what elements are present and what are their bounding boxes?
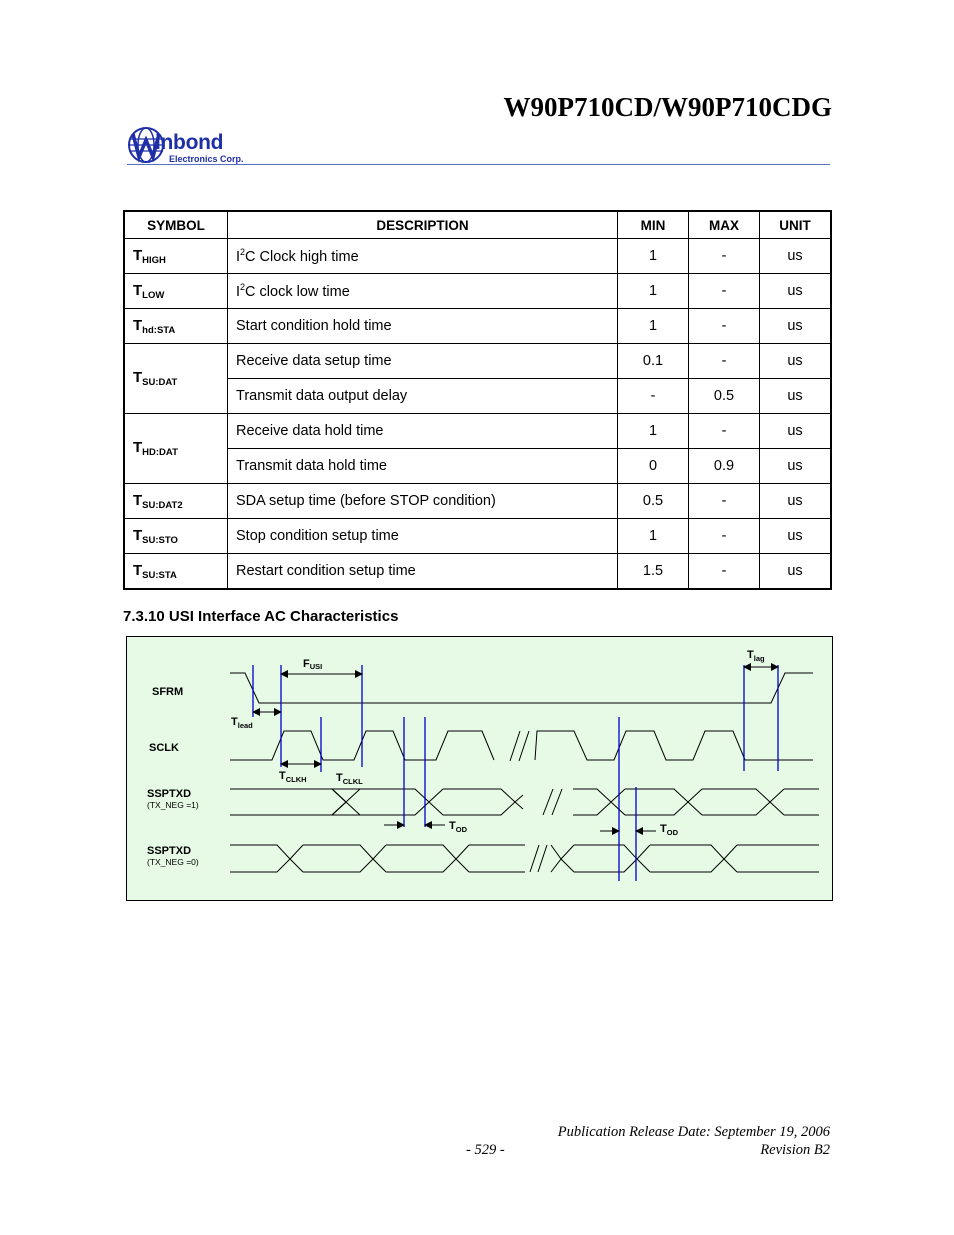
tclkl-label: $T_{CLKL}$ <box>336 772 363 786</box>
min-cell: 1 <box>618 414 689 449</box>
ssptxd1-break-mark <box>552 789 562 815</box>
winbond-logo <box>127 126 257 166</box>
description-cell: Transmit data output delay <box>228 379 618 414</box>
section-heading: 7.3.10 USI Interface AC Characteristics <box>123 608 399 625</box>
max-cell: - <box>689 274 760 309</box>
table-row <box>124 449 831 484</box>
description-cell: $I^2C$ Clock high time <box>228 239 618 274</box>
signal-note-txneg-0: (TX_NEG =0) <box>147 857 199 867</box>
ssptxd0-waveform <box>230 845 525 872</box>
min-cell: 1 <box>618 309 689 344</box>
sclk-break-mark <box>510 731 520 761</box>
symbol-cell: $T_{HIGH}$ <box>124 239 228 274</box>
tod-label-1: $T_{OD}$ <box>449 820 467 834</box>
table-row <box>124 519 831 554</box>
header-divider <box>127 164 830 165</box>
min-cell: 1 <box>618 274 689 309</box>
max-cell: - <box>689 519 760 554</box>
tlead-label: $T_{lead}$ <box>231 716 253 730</box>
table-row <box>124 239 831 274</box>
signal-label-ssptxd-0: SSPTXD <box>147 845 192 857</box>
header-min: MIN <box>618 211 689 239</box>
symbol-cell: $T_{HD:DAT}$ <box>124 414 228 484</box>
ssptxd1-waveform <box>573 789 819 815</box>
sfrm-waveform <box>230 673 813 703</box>
min-cell: 0.1 <box>618 344 689 379</box>
ssptxd0-break-mark <box>530 845 539 872</box>
sclk-waveform <box>535 731 813 760</box>
ssptxd1-waveform <box>332 789 346 815</box>
symbol-cell: $T_{SU:DAT}$ <box>124 344 228 414</box>
ssptxd1-break-mark <box>543 789 553 815</box>
description-cell: Start condition hold time <box>228 309 618 344</box>
max-cell: - <box>689 239 760 274</box>
unit-cell: us <box>760 519 832 554</box>
table-header-row <box>124 211 831 239</box>
signal-note-txneg-1: (TX_NEG =1) <box>147 800 199 810</box>
ssptxd1-waveform <box>230 789 346 815</box>
timing-arrows <box>253 667 778 831</box>
max-cell: - <box>689 554 760 590</box>
max-cell: - <box>689 414 760 449</box>
sclk-break-mark <box>519 731 529 761</box>
signal-label-sclk: SCLK <box>149 742 179 754</box>
signal-label-ssptxd-1: SSPTXD <box>147 788 192 800</box>
table-row <box>124 309 831 344</box>
min-cell: 0.5 <box>618 484 689 519</box>
tlag-label: $T_{lag}$ <box>747 649 765 663</box>
description-cell: Receive data hold time <box>228 414 618 449</box>
description-cell: Transmit data hold time <box>228 449 618 484</box>
min-cell: 1 <box>618 239 689 274</box>
ssptxd0-waveform <box>551 845 819 872</box>
description-cell: Receive data setup time <box>228 344 618 379</box>
min-cell: - <box>618 379 689 414</box>
ssptxd0-break-mark <box>538 845 547 872</box>
description-cell: Restart condition setup time <box>228 554 618 590</box>
unit-cell: us <box>760 554 832 590</box>
ssptxd1-waveform <box>332 789 360 815</box>
max-cell: - <box>689 309 760 344</box>
header-symbol: SYMBOL <box>124 211 228 239</box>
timing-spec-table <box>123 210 832 590</box>
table-row <box>124 344 831 379</box>
min-cell: 0 <box>618 449 689 484</box>
logo-wordmark: inbond <box>155 131 224 154</box>
symbol-cell: $T_{LOW}$ <box>124 274 228 309</box>
fusi-label: FUSI <box>303 658 323 671</box>
symbol-cell: $T_{SU:STA}$ <box>124 554 228 590</box>
tclkh-label: $T_{CLKH}$ <box>279 770 307 784</box>
footer-page-number: - 529 - <box>466 1142 505 1158</box>
table-row <box>124 414 831 449</box>
max-cell: 0.5 <box>689 379 760 414</box>
timing-marker-lines <box>253 665 778 881</box>
header-max: MAX <box>689 211 760 239</box>
document-title: W90P710CD/W90P710CDG <box>503 92 832 122</box>
description-cell: SDA setup time (before STOP condition) <box>228 484 618 519</box>
max-cell: - <box>689 344 760 379</box>
table-row <box>124 379 831 414</box>
max-cell: 0.9 <box>689 449 760 484</box>
header-description: DESCRIPTION <box>228 211 618 239</box>
max-cell: - <box>689 484 760 519</box>
footer-release-date: Publication Release Date: September 19, 2006 <box>557 1124 830 1140</box>
unit-cell: us <box>760 344 832 379</box>
unit-cell: us <box>760 274 832 309</box>
unit-cell: us <box>760 239 832 274</box>
table-row <box>124 484 831 519</box>
table-row <box>124 274 831 309</box>
timing-waveforms <box>127 637 832 900</box>
symbol-cell: $T_{SU:STO}$ <box>124 519 228 554</box>
table-row <box>124 554 831 590</box>
symbol-cell: $T_{hd:STA}$ <box>124 309 228 344</box>
usi-timing-diagram <box>126 636 833 901</box>
description-cell: $I^2C$ clock low time <box>228 274 618 309</box>
unit-cell: us <box>760 309 832 344</box>
header-unit: UNIT <box>760 211 832 239</box>
unit-cell: us <box>760 379 832 414</box>
tod-label-2: $T_{OD}$ <box>660 823 678 837</box>
unit-cell: us <box>760 449 832 484</box>
symbol-cell: $T_{SU:DAT2}$ <box>124 484 228 519</box>
description-cell: Stop condition setup time <box>228 519 618 554</box>
min-cell: 1.5 <box>618 554 689 590</box>
unit-cell: us <box>760 414 832 449</box>
unit-cell: us <box>760 484 832 519</box>
ssptxd1-waveform <box>346 789 523 815</box>
logo-subtitle: Electronics Corp. <box>169 154 244 164</box>
min-cell: 1 <box>618 519 689 554</box>
footer-revision: Revision B2 <box>760 1142 830 1158</box>
signal-label-sfrm: SFRM <box>152 686 184 698</box>
